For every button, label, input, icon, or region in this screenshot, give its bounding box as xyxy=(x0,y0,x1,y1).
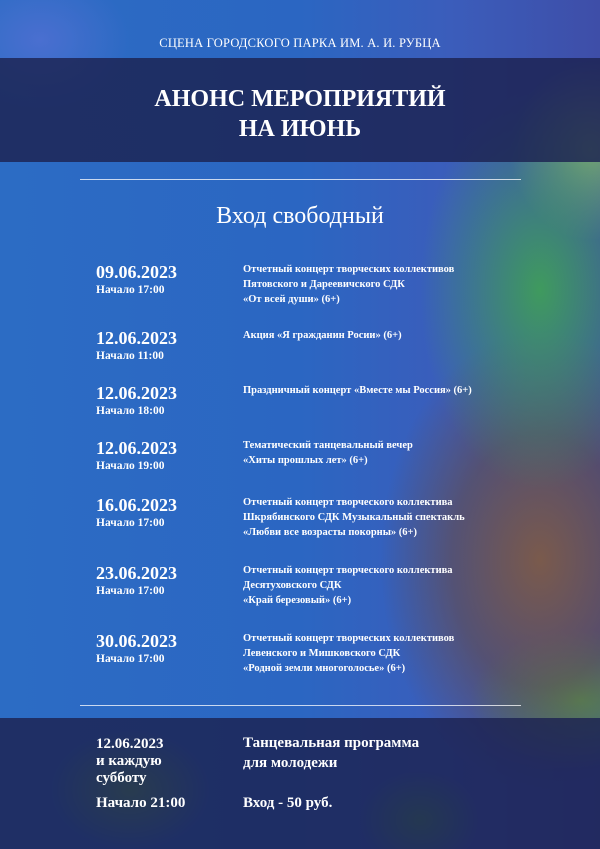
event-description: Отчетный концерт творческого коллектива Десятуховского СДК «Край березовый» (6+) xyxy=(243,565,453,606)
event-date: 12.06.2023 xyxy=(96,383,177,403)
divider xyxy=(80,179,521,180)
event-description: Тематический танцевальный вечер «Хиты прошлых лет» (6+) xyxy=(243,440,413,466)
event-start-time: Начало 17:00 xyxy=(96,284,165,296)
footer-program xyxy=(243,733,419,773)
event-description: Отчетный концерт творческих коллективов Левенского и Мишковского СДК «Родной земли многоголосье» (6+) xyxy=(243,633,455,674)
footer-date-line: и каждую xyxy=(96,753,162,769)
event-date: 16.06.2023 xyxy=(96,495,177,515)
footer-price: Вход - 50 руб. xyxy=(243,795,333,811)
page-title xyxy=(0,84,600,144)
event-start-time: Начало 11:00 xyxy=(96,350,164,362)
free-entry-heading: Вход свободный xyxy=(216,203,384,229)
event-description: Отчетный концерт творческого коллектива Шкрябинского СДК Музыкальный спектакль «Любви все возрасты покорны» (6+) xyxy=(243,497,465,538)
event-start-time: Начало 17:00 xyxy=(96,585,165,597)
divider xyxy=(80,705,521,706)
event-start-time: Начало 18:00 xyxy=(96,405,165,417)
venue-name: СЦЕНА ГОРОДСКОГО ПАРКА ИМ. А. И. РУБЦА xyxy=(159,36,441,50)
title-line-1: АНОНС МЕРОПРИЯТИЙ xyxy=(154,86,446,112)
event-description: Отчетный концерт творческих коллективов Пятовского и Дареевичского СДК «От всей души» (6+) xyxy=(243,264,455,305)
event-description: Акция «Я гражданин Росии» (6+) xyxy=(243,330,402,341)
footer-date xyxy=(96,736,164,787)
event-date: 12.06.2023 xyxy=(96,328,177,348)
event-date: 12.06.2023 xyxy=(96,438,177,458)
footer-date-line: субботу xyxy=(96,770,147,786)
event-date: 23.06.2023 xyxy=(96,563,177,583)
event-date: 30.06.2023 xyxy=(96,631,177,651)
title-line-2: НА ИЮНЬ xyxy=(238,116,362,142)
footer-start-time: Начало 21:00 xyxy=(96,795,186,811)
event-date: 09.06.2023 xyxy=(96,262,177,282)
event-description: Праздничный концерт «Вместе мы Россия» (6+) xyxy=(243,385,472,396)
event-start-time: Начало 19:00 xyxy=(96,460,165,472)
footer-program-line: для молодежи xyxy=(243,755,338,771)
footer-date-line: 12.06.2023 xyxy=(96,736,164,752)
footer-program-line: Танцевальная программа xyxy=(243,735,420,751)
event-start-time: Начало 17:00 xyxy=(96,517,165,529)
event-start-time: Начало 17:00 xyxy=(96,653,165,665)
